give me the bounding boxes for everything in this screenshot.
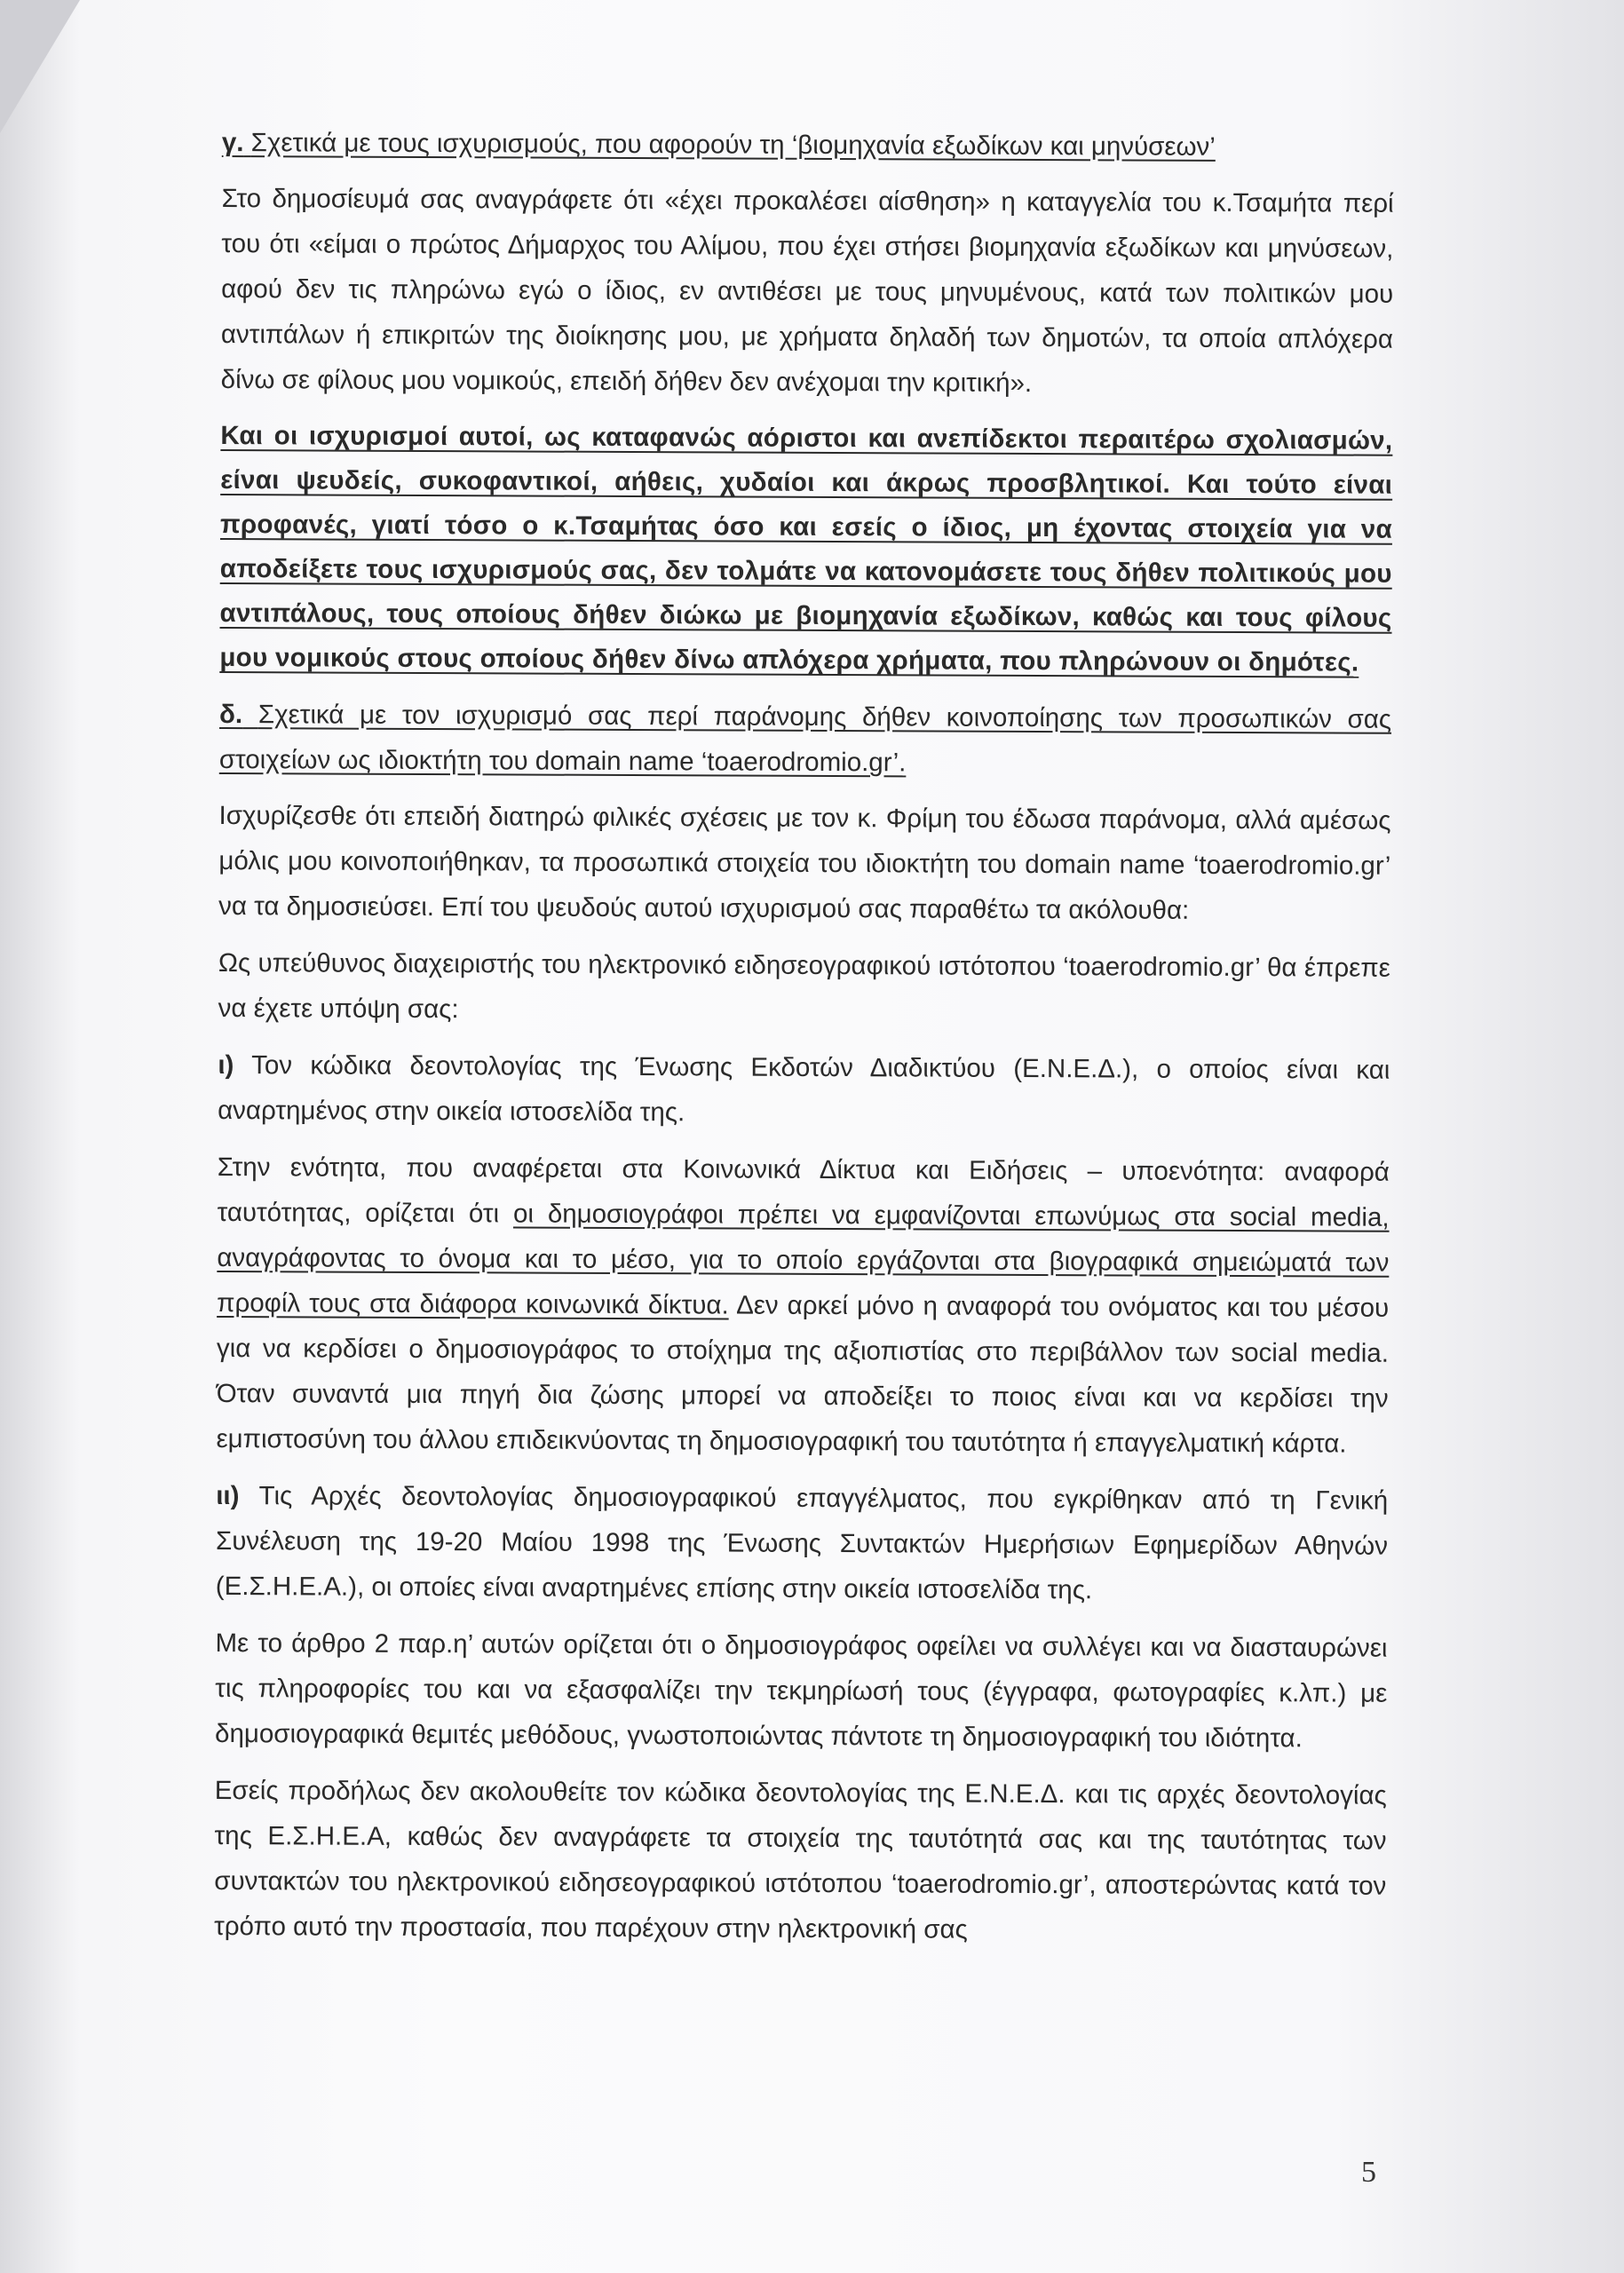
enum-item-i: [218, 1042, 1390, 1138]
section-title-gamma: Σχετικά με τους ισχυρισμούς, που αφορούν τη ‘βιομηχανία εξωδίκων και μηνύσεων’: [250, 128, 1216, 162]
paragraph-delta-2: Ως υπεύθυνος διαχειριστής του ηλεκτρονικό ειδησεογραφικού ιστότοπου ‘toaerodromio.gr’ θα έπρεπε να έχετε υπόψη σας:: [218, 947, 1390, 1025]
section-heading-gamma: [222, 120, 1394, 170]
paragraph-network-intro: Στην ενότητα, που αναφέρεται στα Κοινωνικά Δίκτυα και Ειδήσεις – υποενότητα: αναφορά ταυτότητας, ορίζεται ότι: [217, 1152, 1390, 1229]
page-number: 5: [1361, 2156, 1376, 2189]
section-title-delta: Σχετικά με τον ισχυρισμό σας περί παράνομης δήθεν κοινοποίησης των προσωπικών σας στοιχείων ως ιδιοκτήτη του domain name ‘toaerodromio.gr’.: [218, 700, 1392, 778]
section-letter-gamma: γ.: [221, 127, 244, 158]
section-letter-delta: δ.: [219, 699, 243, 730]
paragraph-conclusion: Εσείς προδήλως δεν ακολουθείτε τον κώδικα δεοντολογίας της Ε.Ν.Ε.Δ. και τις αρχές δεοντολογίας της Ε.Σ.Η.Ε.Α, καθώς δεν αναγράφετε τα στοιχεία της ταυτότητά σας και της ταυτότητας των συντακτών του ηλεκτρονικού ειδησεογραφικού ιστότοπου ‘toaerodromio.gr’, αποστερώντας κατά τον τρόπο αυτό την προστασία, που παρέχουν στην ηλεκτρονική σας: [214, 1775, 1387, 1944]
section-heading-delta: [219, 692, 1391, 788]
paragraph-article-2: Με το άρθρο 2 παρ.η’ αυτών ορίζεται ότι ο δημοσιογράφος οφείλει να συλλέγει και να διασταυρώνει τις πληροφορίες του και να εξασφαλίζει την τεκμηρίωσή τους (έγγραφα, φωτογραφίες κ.λπ.) με δημοσιογραφικά θεμιτές μεθόδους, γνωστοποιώντας πάντοτε τη δημοσιογραφική του ιδιότητα.: [214, 1628, 1388, 1754]
paragraph-network: [216, 1144, 1390, 1467]
page-body: [214, 120, 1394, 1966]
enum-item-ii: [216, 1473, 1389, 1614]
enum-text-i: Τον κώδικα δεοντολογίας της Ένωσης Εκδοτών Διαδικτύου (Ε.Ν.Ε.Δ.), ο οποίος είναι και αναρτημένος στην οικεία ιστοσελίδα της.: [218, 1050, 1390, 1128]
paragraph-network-underlined: οι δημοσιογράφοι πρέπει να εμφανίζονται επωνύμως στα social media, αναγράφοντας το όνομα και το μέσο, για το οποίο εργάζονται στα βιογραφικά σημειώματά των προφίλ τους στα διάφορα κοινωνικά δίκτυα.: [217, 1199, 1390, 1320]
page-fold-shadow: [0, 0, 80, 133]
paragraph-network-rest: Δεν αρκεί μόνο η αναφορά του ονόματος και του μέσου για να κερδίσει ο δημοσιογράφος το στοίχημα της αξιοπιστίας στο περιβάλλον των social media. Όταν συναντά μια πηγή δια ζώσης μπορεί να αποδείξει το ποιος είναι και να κερδίσει την εμπιστοσύνη του άλλου επιδεικνύοντας τη δημοσιογραφική του ταυτότητα ή επαγγελματική κάρτα.: [216, 1290, 1390, 1459]
enum-text-ii: Τις Αρχές δεοντολογίας δημοσιογραφικού επαγγέλματος, που εγκρίθηκαν από τη Γενική Συνέλευση της 19-20 Μαίου 1998 της Ένωσης Συντακτών Ημερήσιων Εφημερίδων Αθηνών (Ε.Σ.Η.Ε.Α.), οι οποίες είναι αναρτημένες επίσης στην οικεία ιστοσελίδα της.: [215, 1481, 1389, 1605]
paragraph-gamma-bold: Και οι ισχυρισμοί αυτοί, ως καταφανώς αόριστοι και ανεπίδεκτοι περαιτέρω σχολιασμών, είναι ψευδείς, συκοφαντικοί, αήθεις, χυδαίοι και άκρως προσβλητικοί. Και τούτο είναι προφανές, γιατί τόσο ο κ.Τσαμήτας όσο και εσείς ο ίδιος, μη έχοντας στοιχεία για να αποδείξετε τους ισχυρισμούς σας, δεν τολμάτε να κατονομάσετε τους δήθεν πολιτικούς μου αντιπάλους, τους οποίους δήθεν διώκω με βιομηχανία εξωδίκων, καθώς και τους φίλους μου νομικούς στους οποίους δήθεν δίνω απλόχερα χρήματα, που πληρώνουν οι δημότες.: [219, 420, 1393, 677]
paragraph-delta-1: Ισχυρίζεσθε ότι επειδή διατηρώ φιλικές σχέσεις με τον κ. Φρίμη του έδωσα παράνομα, αλλά αμέσως μόλις μου κοινοποιήθηκαν, τα προσωπικά στοιχεία του ιδιοκτήτη του domain name ‘toaerodromio.gr’ να τα δημοσιεύσει. Επί του ψευδούς αυτού ισχυρισμού σας παραθέτω τα ακόλουθα:: [218, 800, 1391, 925]
enum-marker-ii: ιι): [216, 1480, 240, 1511]
enum-marker-i: ι): [218, 1049, 234, 1081]
paragraph-gamma-1: Στο δημοσίευμά σας αναγράφετε ότι «έχει προκαλέσει αίσθηση» η καταγγελία του κ.Τσαμήτα περί του ότι «είμαι ο πρώτος Δήμαρχος του Αλίμου, που έχει στήσει βιομηχανία εξωδίκων και μηνύσεων, αφού δεν τις πληρώνω εγώ ο ίδιος, εν αντιθέσει με τους μηνυμένους, κατά των πολιτικών μου αντιπάλων ή επικριτών της διοίκησης μου, με χρήματα δηλαδή των δημοτών, τα οποία απλόχερα δίνω σε φίλους μου νομικούς, επειδή δήθεν δεν ανέχομαι την κριτική».: [220, 183, 1394, 398]
